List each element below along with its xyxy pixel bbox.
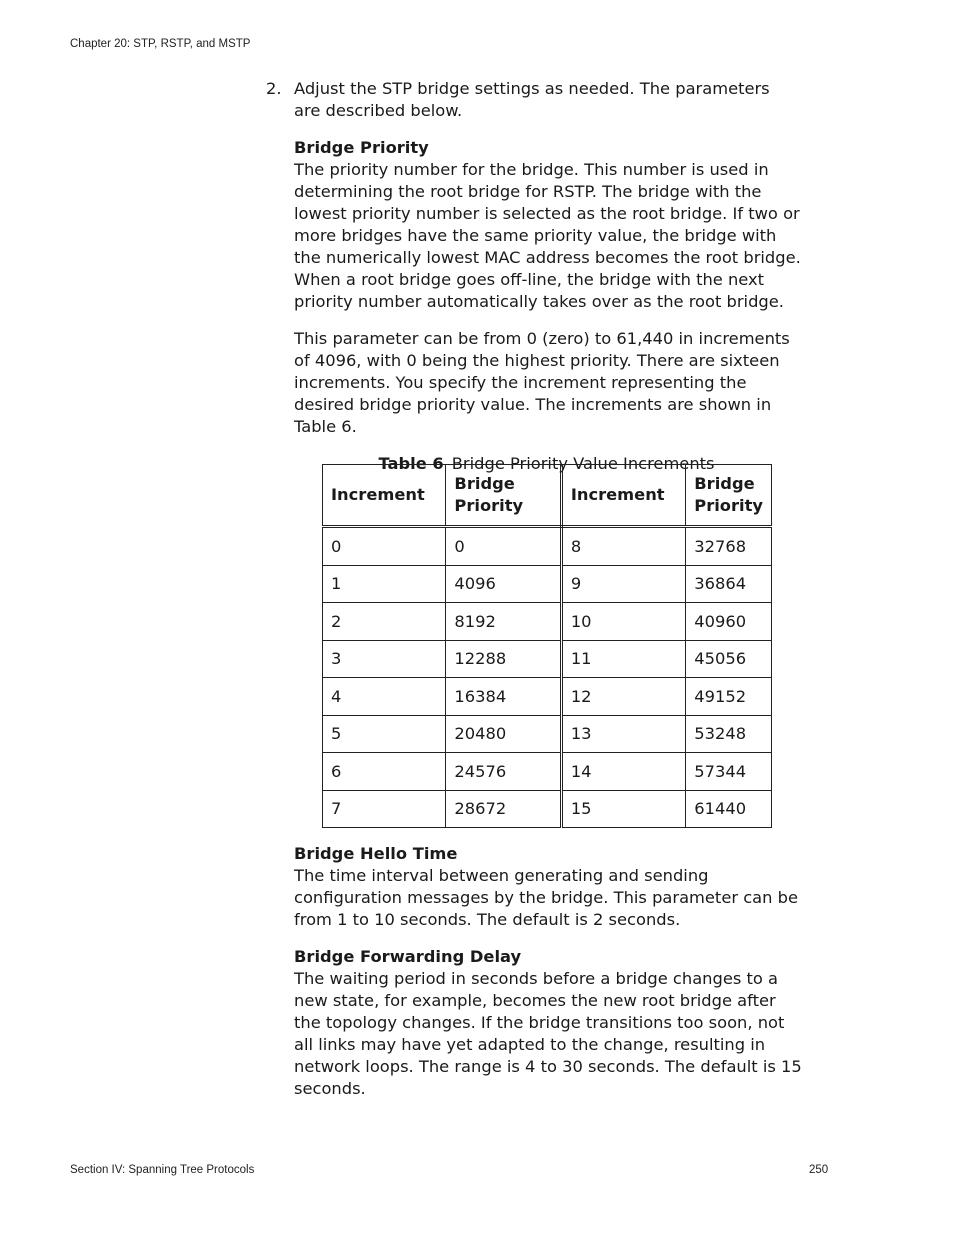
table-cell: 13 (561, 715, 685, 753)
step-item (266, 78, 806, 122)
table-row (323, 640, 772, 678)
table-row (323, 678, 772, 716)
table-caption-text: Bridge Priority Value Increments (451, 454, 715, 473)
table-cell: 9 (561, 565, 685, 603)
table-cell: 8192 (446, 603, 561, 641)
page-number: 250 (809, 1164, 829, 1176)
table-row (323, 527, 772, 566)
table-cell: 3 (323, 640, 446, 678)
table-caption-label: Table 6 (378, 454, 444, 473)
table-cell: 5 (323, 715, 446, 753)
table-row (323, 715, 772, 753)
table-cell: 49152 (686, 678, 772, 716)
lower-content (294, 843, 804, 1100)
running-head: Chapter 20: STP, RSTP, and MSTP (70, 38, 251, 50)
table-cell: 28672 (446, 790, 561, 828)
table-cell: 61440 (686, 790, 772, 828)
table-cell: 16384 (446, 678, 561, 716)
footer-section: Section IV: Spanning Tree Protocols (70, 1164, 255, 1176)
table-cell: 6 (323, 753, 446, 791)
table-cell: 10 (561, 603, 685, 641)
table-cell: 45056 (686, 640, 772, 678)
column-header: Increment (561, 465, 685, 527)
table-cell: 53248 (686, 715, 772, 753)
column-header: Bridge Priority (446, 465, 561, 527)
step-text: Adjust the STP bridge settings as needed. The parameters are described below. (294, 79, 770, 120)
table-row (323, 603, 772, 641)
table-cell: 0 (323, 527, 446, 566)
table-cell: 2 (323, 603, 446, 641)
hello-time-description: The time interval between generating and sending configuration messages by the bridge. This parameter can be from 1 to 10 seconds. The default is 2 seconds. (294, 866, 798, 929)
table-cell: 1 (323, 565, 446, 603)
column-header: Bridge Priority (686, 465, 772, 527)
forwarding-delay-description: The waiting period in seconds before a bridge changes to a new state, for example, becomes the new root bridge after the topology changes. If the bridge transitions too soon, not all links may have yet adapted to the change, resulting in network loops. The range is 4 to 30 seconds. The default is 15 seconds. (294, 969, 802, 1098)
bridge-priority-description: The priority number for the bridge. This number is used in determining the root bridge for RSTP. The bridge with the lowest priority number is selected as the root bridge. If two or more bridges have the same priority value, the bridge with the numerically lowest MAC address becomes the root bridge. When a root bridge goes off-line, the bridge with the next priority number automatically takes over as the root bridge. (294, 160, 801, 311)
table-cell: 14 (561, 753, 685, 791)
table-cell: 24576 (446, 753, 561, 791)
table-cell: 36864 (686, 565, 772, 603)
table-cell: 11 (561, 640, 685, 678)
bridge-priority-range: This parameter can be from 0 (zero) to 61,440 in increments of 4096, with 0 being the highest priority. There are sixteen increments. You specify the increment representing the desired bridge priority value. The increments are shown in Table 6. (294, 329, 790, 436)
table-header-row (323, 465, 772, 527)
table-cell: 12288 (446, 640, 561, 678)
table-cell: 57344 (686, 753, 772, 791)
table-cell: 20480 (446, 715, 561, 753)
table-cell: 7 (323, 790, 446, 828)
bridge-priority-table (322, 464, 772, 828)
step-number: 2. (266, 79, 282, 98)
table-cell: 32768 (686, 527, 772, 566)
table-cell: 0 (446, 527, 561, 566)
bridge-priority-section (294, 137, 804, 438)
table-cell: 4096 (446, 565, 561, 603)
hello-time-heading: Bridge Hello Time (294, 844, 458, 863)
table-row (323, 753, 772, 791)
table-row (323, 790, 772, 828)
table-cell: 4 (323, 678, 446, 716)
table-cell: 15 (561, 790, 685, 828)
main-content (266, 78, 806, 475)
table-cell: 8 (561, 527, 685, 566)
bridge-priority-heading: Bridge Priority (294, 138, 429, 157)
column-header: Increment (323, 465, 446, 527)
forwarding-delay-heading: Bridge Forwarding Delay (294, 947, 522, 966)
table-row (323, 565, 772, 603)
table-cell: 40960 (686, 603, 772, 641)
table-cell: 12 (561, 678, 685, 716)
